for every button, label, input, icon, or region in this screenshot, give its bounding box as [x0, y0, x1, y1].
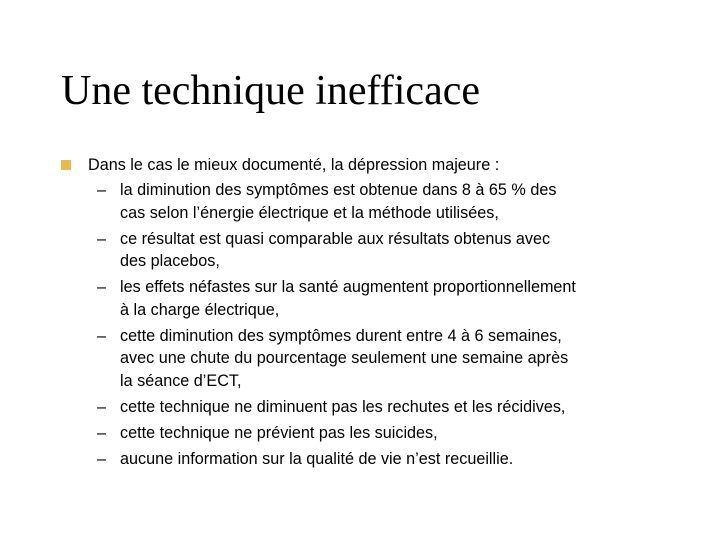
sub-bullet-line: cette technique ne prévient pas les suicides,: [120, 423, 438, 442]
sub-bullet-item: [61, 396, 701, 419]
sub-bullet-line: la séance d’ECT,: [120, 371, 242, 390]
sub-bullet-item: [61, 228, 701, 273]
sub-bullet-line: à la charge électrique,: [120, 300, 280, 319]
dash-bullet-icon: –: [97, 278, 107, 296]
bullet-list: [61, 155, 701, 474]
sub-bullet-line: la diminution des symptômes est obtenue dans 8 à 65 % des: [120, 181, 557, 199]
dash-bullet-icon: –: [97, 181, 107, 199]
sub-bullet-item: [61, 179, 701, 224]
dash-bullet-icon: –: [97, 423, 107, 442]
sub-bullet-line: les effets néfastes sur la santé augmentent proportionnellement: [120, 278, 576, 296]
sub-bullet-line: des placebos,: [120, 252, 220, 270]
slide-title: Une technique inefficace: [61, 68, 480, 114]
sub-bullet-line: cette technique ne diminuent pas les rechutes et les récidives,: [120, 397, 566, 416]
square-bullet-icon: [61, 160, 71, 170]
sub-bullet-item: [61, 422, 701, 445]
sub-bullet-item: [61, 325, 701, 393]
dash-bullet-icon: –: [97, 449, 107, 468]
sub-bullet-line: avec une chute du pourcentage seulement une semaine après: [120, 349, 569, 367]
sub-bullet-item: [61, 276, 701, 321]
sub-bullet-list: [61, 179, 701, 470]
sub-bullet-line: cas selon l’énergie électrique et la méthode utilisées,: [120, 203, 499, 222]
dash-bullet-icon: –: [97, 326, 107, 345]
main-bullet: [61, 155, 701, 176]
dash-bullet-icon: –: [97, 397, 107, 416]
main-bullet-text: Dans le cas le mieux documenté, la dépression majeure :: [88, 156, 500, 174]
sub-bullet-line: ce résultat est quasi comparable aux résultats obtenus avec: [120, 229, 551, 248]
sub-bullet-line: cette diminution des symptômes durent entre 4 à 6 semaines,: [120, 326, 562, 345]
sub-bullet-line: aucune information sur la qualité de vie n’est recueillie.: [120, 449, 514, 468]
sub-bullet-item: [61, 448, 701, 471]
dash-bullet-icon: –: [97, 229, 107, 248]
